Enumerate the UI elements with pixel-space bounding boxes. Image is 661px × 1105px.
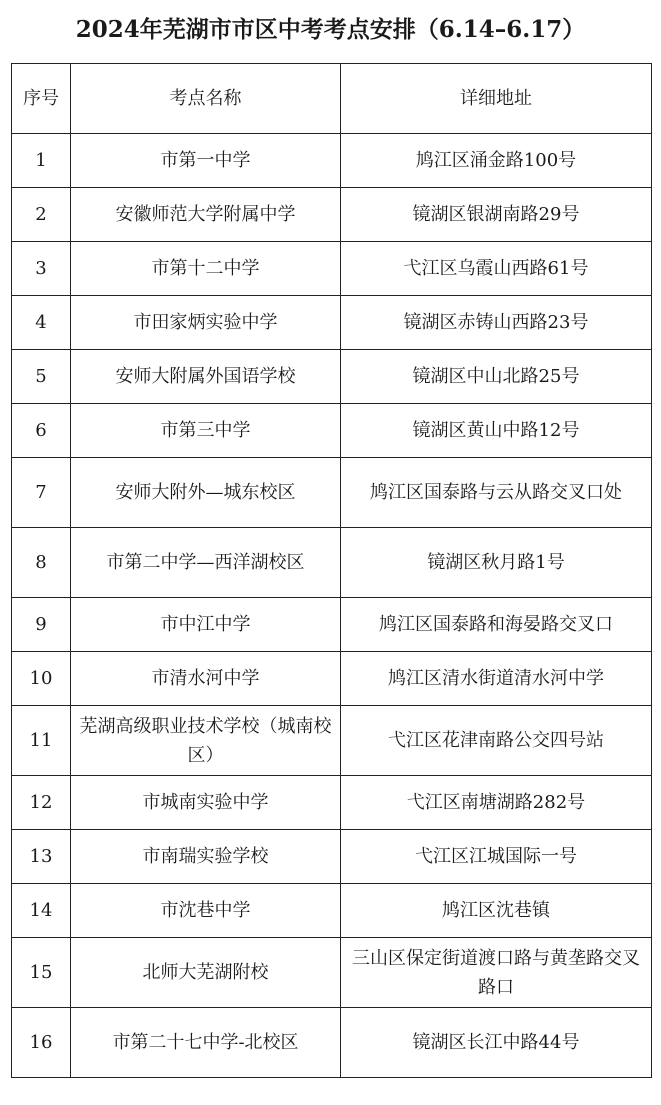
column-header-index: 序号 [12, 64, 71, 134]
page-title: 2024年芜湖市市区中考考点安排（6.14–6.17） [75, 16, 586, 43]
row-address: 镜湖区秋月路1号 [341, 528, 652, 598]
row-address: 弋江区南塘湖路282号 [341, 776, 652, 830]
row-site-name: 安师大附外—城东校区 [71, 458, 341, 528]
row-address: 镜湖区黄山中路12号 [341, 404, 652, 458]
row-site-name: 安师大附属外国语学校 [71, 350, 341, 404]
row-index: 7 [12, 458, 71, 528]
row-index: 5 [12, 350, 71, 404]
row-site-name: 市田家炳实验中学 [71, 296, 341, 350]
table-row [12, 458, 652, 528]
row-address: 三山区保定街道渡口路与黄垄路交叉路口 [341, 938, 652, 1008]
row-index: 15 [12, 938, 71, 1008]
row-address: 镜湖区赤铸山西路23号 [341, 296, 652, 350]
row-address: 弋江区江城国际一号 [341, 830, 652, 884]
column-header-address: 详细地址 [341, 64, 652, 134]
table-row [12, 134, 652, 188]
row-index: 12 [12, 776, 71, 830]
table-row [12, 938, 652, 1008]
row-site-name: 芜湖高级职业技术学校（城南校区） [71, 706, 341, 776]
row-address: 弋江区花津南路公交四号站 [341, 706, 652, 776]
row-index: 1 [12, 134, 71, 188]
row-site-name: 市中江中学 [71, 598, 341, 652]
table-row [12, 350, 652, 404]
row-site-name: 市第三中学 [71, 404, 341, 458]
table-row [12, 1008, 652, 1078]
row-index: 11 [12, 706, 71, 776]
row-site-name: 北师大芜湖附校 [71, 938, 341, 1008]
exam-site-table [11, 63, 652, 1078]
row-index: 4 [12, 296, 71, 350]
row-index: 2 [12, 188, 71, 242]
table-row [12, 188, 652, 242]
row-address: 弋江区乌霞山西路61号 [341, 242, 652, 296]
table-row [12, 404, 652, 458]
row-site-name: 市清水河中学 [71, 652, 341, 706]
row-index: 3 [12, 242, 71, 296]
row-address: 鸠江区沈巷镇 [341, 884, 652, 938]
row-index: 14 [12, 884, 71, 938]
row-site-name: 市第一中学 [71, 134, 341, 188]
row-index: 6 [12, 404, 71, 458]
table-row [12, 242, 652, 296]
row-site-name: 市沈巷中学 [71, 884, 341, 938]
row-address: 镜湖区银湖南路29号 [341, 188, 652, 242]
row-site-name: 市第十二中学 [71, 242, 341, 296]
row-site-name: 市第二中学—西洋湖校区 [71, 528, 341, 598]
table-row [12, 528, 652, 598]
row-index: 10 [12, 652, 71, 706]
row-address: 鸠江区清水街道清水河中学 [341, 652, 652, 706]
row-index: 9 [12, 598, 71, 652]
table-header-row [12, 64, 652, 134]
row-index: 16 [12, 1008, 71, 1078]
row-address: 鸠江区涌金路100号 [341, 134, 652, 188]
row-site-name: 市南瑞实验学校 [71, 830, 341, 884]
row-site-name: 安徽师范大学附属中学 [71, 188, 341, 242]
row-address: 鸠江区国泰路和海晏路交叉口 [341, 598, 652, 652]
table-row [12, 598, 652, 652]
row-index: 13 [12, 830, 71, 884]
table-row [12, 884, 652, 938]
table-row [12, 652, 652, 706]
table-row [12, 830, 652, 884]
row-address: 镜湖区中山北路25号 [341, 350, 652, 404]
row-address: 镜湖区长江中路44号 [341, 1008, 652, 1078]
table-row [12, 776, 652, 830]
row-site-name: 市城南实验中学 [71, 776, 341, 830]
row-index: 8 [12, 528, 71, 598]
column-header-name: 考点名称 [71, 64, 341, 134]
table-row [12, 296, 652, 350]
row-site-name: 市第二十七中学-北校区 [71, 1008, 341, 1078]
table-row [12, 706, 652, 776]
row-address: 鸠江区国泰路与云从路交叉口处 [341, 458, 652, 528]
